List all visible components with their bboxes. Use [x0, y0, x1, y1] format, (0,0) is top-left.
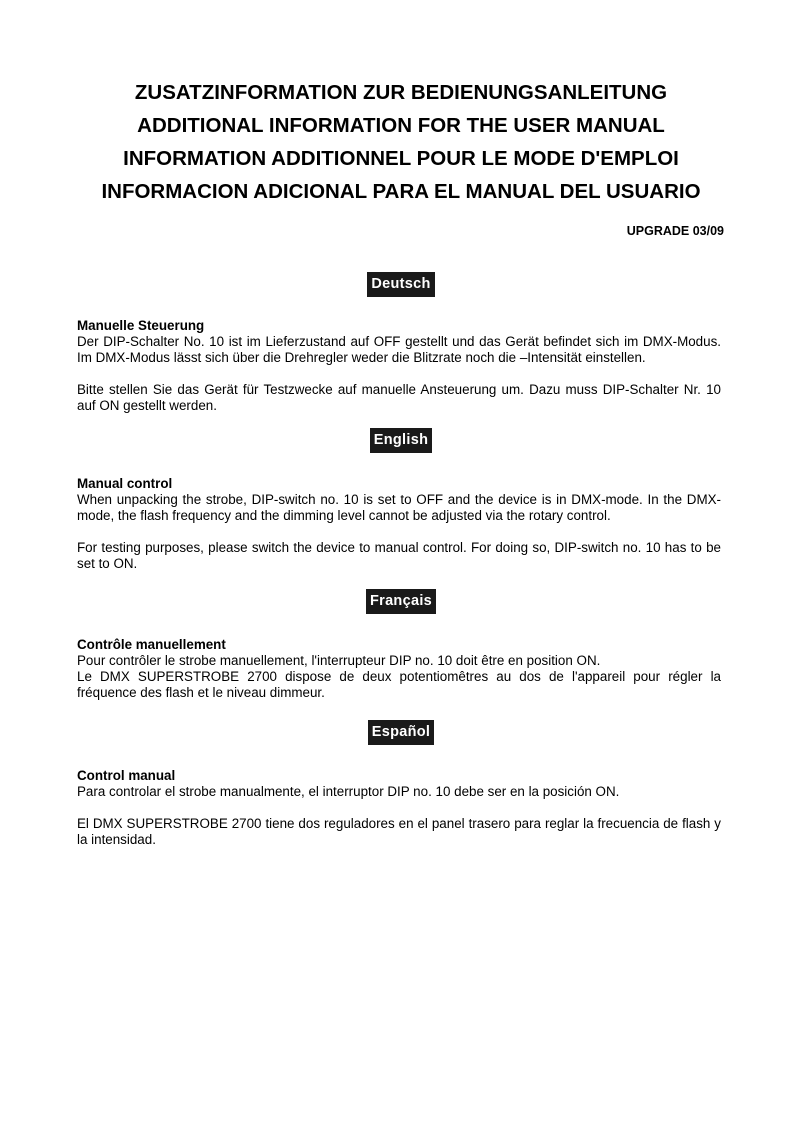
section-heading: Control manual	[77, 768, 176, 783]
language-badge-deutsch	[0, 272, 802, 297]
section-paragraph: Der DIP-Schalter No. 10 ist im Lieferzustand auf OFF gestellt und das Gerät befindet sich im DMX-Modus. Im DMX-Modus lässt sich über die Drehregler weder die Blitzrate noch die –Intensität einstellen.	[77, 334, 721, 365]
title-line-spanish: INFORMACION ADICIONAL PARA EL MANUAL DEL USUARIO	[101, 180, 701, 203]
language-badge-label: Français	[366, 589, 436, 614]
language-badge-english	[0, 428, 802, 453]
section-paragraph: Para controlar el strobe manualmente, el interruptor DIP no. 10 debe ser en la posición ON.	[77, 784, 620, 799]
section-heading: Manuelle Steuerung	[77, 318, 205, 333]
section-english	[77, 476, 721, 572]
section-deutsch	[77, 318, 721, 414]
language-badge-francais	[0, 589, 802, 614]
section-francais	[77, 637, 721, 701]
language-badge-label: Español	[368, 720, 435, 745]
section-paragraph: When unpacking the strobe, DIP-switch no. 10 is set to OFF and the device is in DMX-mode. In the DMX-mode, the flash frequency and the dimming level cannot be adjusted via the rotary control.	[77, 492, 721, 523]
upgrade-label: UPGRADE 03/09	[626, 224, 724, 238]
section-paragraph: Pour contrôler le strobe manuellement, l'interrupteur DIP no. 10 doit être en position ON.	[77, 653, 601, 668]
section-heading: Contrôle manuellement	[77, 637, 226, 652]
language-badge-espanol	[0, 720, 802, 745]
title-line-french: INFORMATION ADDITIONNEL POUR LE MODE D'EMPLOI	[123, 147, 679, 170]
section-paragraph: For testing purposes, please switch the device to manual control. For doing so, DIP-switch no. 10 has to be set to ON.	[77, 540, 721, 571]
section-paragraph: Le DMX SUPERSTROBE 2700 dispose de deux potentiomêtres au dos de l'appareil pour régler la fréquence des flash et le niveau dimmeur.	[77, 669, 721, 700]
section-heading: Manual control	[77, 476, 173, 491]
title-line-english: ADDITIONAL INFORMATION FOR THE USER MANUAL	[137, 114, 665, 137]
language-badge-label: English	[370, 428, 432, 453]
title-line-german: ZUSATZINFORMATION ZUR BEDIENUNGSANLEITUNG	[134, 81, 668, 104]
section-espanol	[77, 768, 721, 848]
section-paragraph: Bitte stellen Sie das Gerät für Testzwecke auf manuelle Ansteuerung um. Dazu muss DIP-Schalter Nr. 10 auf ON gestellt werden.	[77, 382, 721, 413]
section-paragraph: El DMX SUPERSTROBE 2700 tiene dos reguladores en el panel trasero para reglar la frecuencia de flash y la intensidad.	[77, 816, 721, 847]
language-badge-label: Deutsch	[367, 272, 434, 297]
